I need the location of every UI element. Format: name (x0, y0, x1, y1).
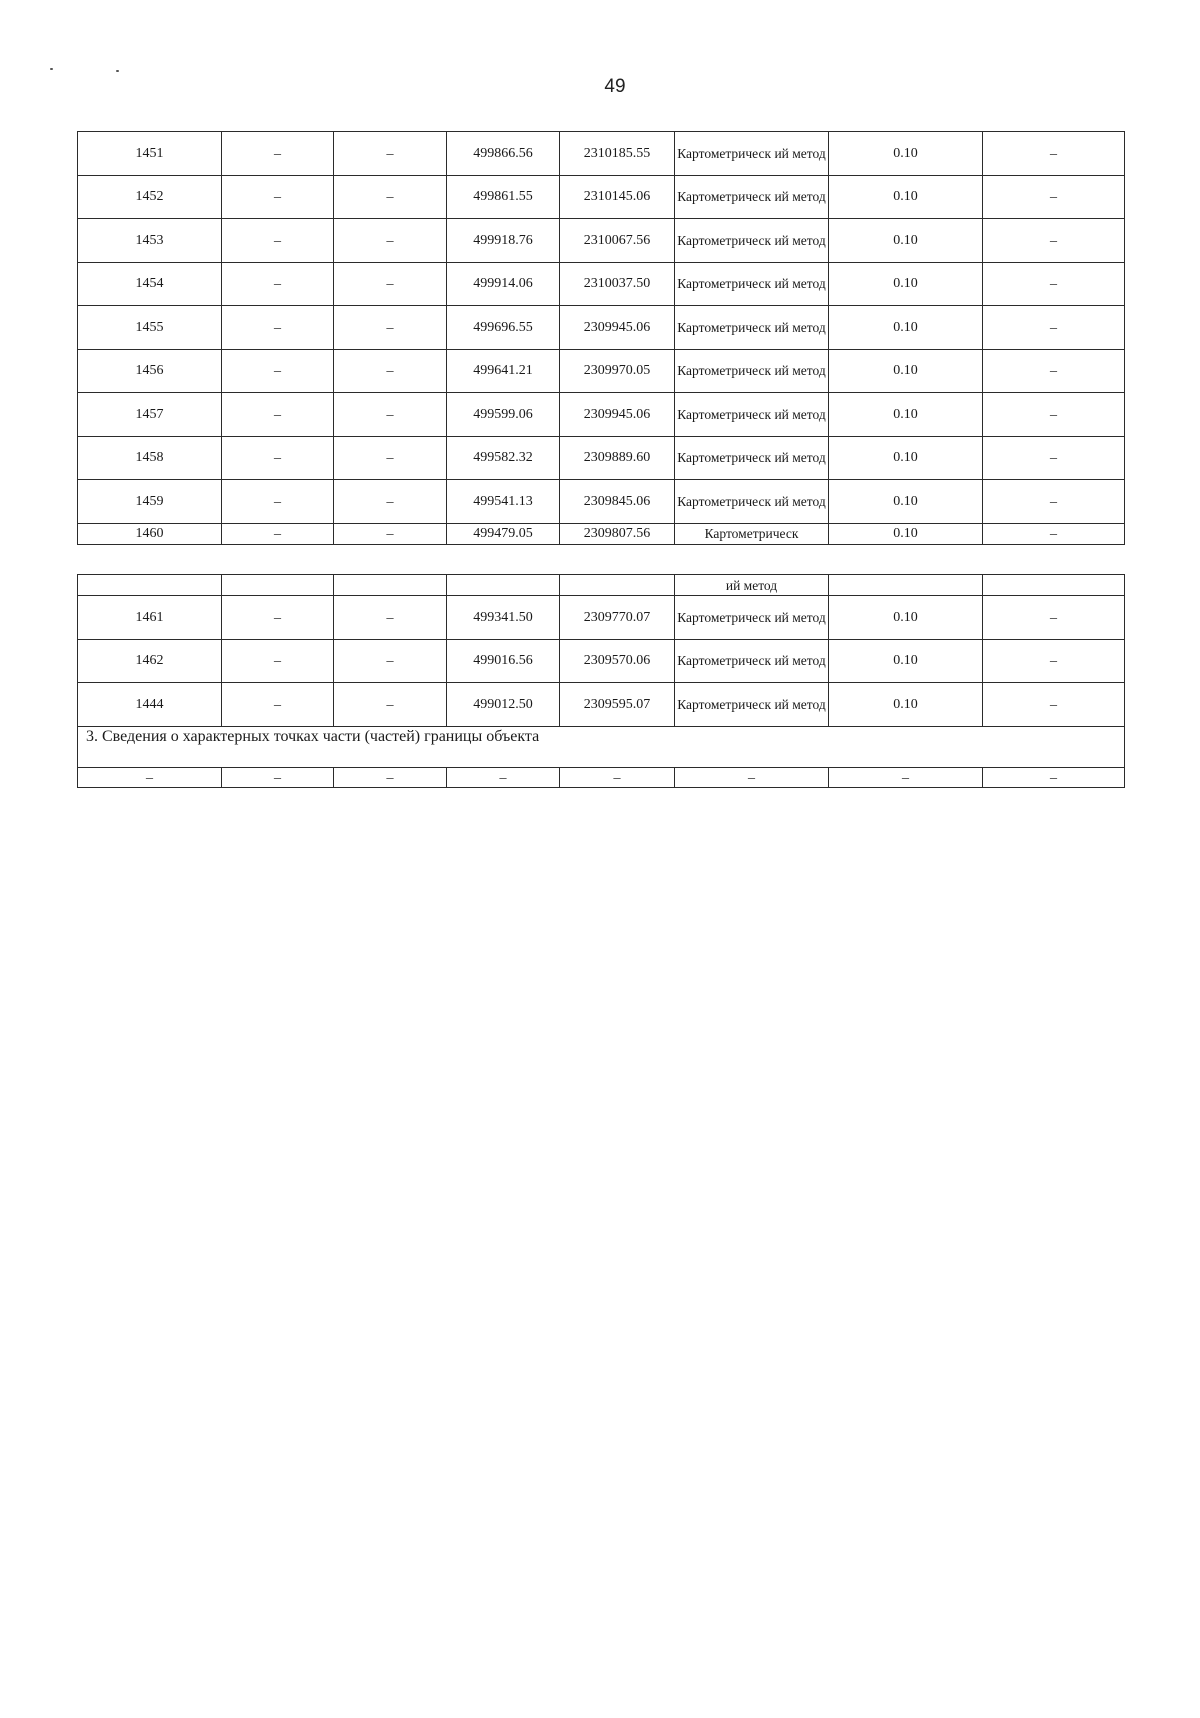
method-cell: Картометрическ ий метод (675, 349, 829, 393)
point-number-cell: 1451 (78, 132, 222, 176)
existing-x-cell: – (222, 436, 334, 480)
method-cell: Картометрическ ий метод (675, 262, 829, 306)
y-coordinate-cell: 2309770.07 (560, 596, 675, 640)
dash-cell: – (334, 767, 447, 787)
method-cell: Картометрическ ий метод (675, 639, 829, 683)
table-row (78, 436, 1125, 480)
accuracy-cell: 0.10 (829, 596, 983, 640)
description-cell: – (983, 306, 1125, 350)
accuracy-cell: 0.10 (829, 132, 983, 176)
dash-cell: – (560, 767, 675, 787)
method-cell: Картометрическ ий метод (675, 393, 829, 437)
empty-cell (983, 575, 1125, 596)
table-row (78, 349, 1125, 393)
x-coordinate-cell: 499914.06 (447, 262, 560, 306)
point-number-cell: 1455 (78, 306, 222, 350)
existing-y-cell: – (334, 349, 447, 393)
description-cell: – (983, 219, 1125, 263)
table-row (78, 393, 1125, 437)
empty-cell (560, 575, 675, 596)
table-row (78, 175, 1125, 219)
x-coordinate-cell: 499866.56 (447, 132, 560, 176)
existing-x-cell: – (222, 523, 334, 544)
x-coordinate-cell: 499599.06 (447, 393, 560, 437)
accuracy-cell: 0.10 (829, 436, 983, 480)
existing-y-cell: – (334, 132, 447, 176)
table-row (78, 219, 1125, 263)
x-coordinate-cell: 499012.50 (447, 683, 560, 727)
description-cell: – (983, 596, 1125, 640)
dash-cell: – (78, 767, 222, 787)
y-coordinate-cell: 2309970.05 (560, 349, 675, 393)
table-row (78, 480, 1125, 524)
method-continuation-cell: ий метод (675, 575, 829, 596)
empty-cell (447, 575, 560, 596)
y-coordinate-cell: 2309807.56 (560, 523, 675, 544)
table-row (78, 132, 1125, 176)
existing-x-cell: – (222, 175, 334, 219)
accuracy-cell: 0.10 (829, 219, 983, 263)
x-coordinate-cell: 499861.55 (447, 175, 560, 219)
existing-x-cell: – (222, 349, 334, 393)
point-number-cell: 1459 (78, 480, 222, 524)
description-cell: – (983, 393, 1125, 437)
section-title: 3. Сведения о характерных точках части (частей) границы объекта (78, 726, 1125, 767)
point-number-cell: 1462 (78, 639, 222, 683)
y-coordinate-cell: 2309945.06 (560, 306, 675, 350)
method-cell: Картометрическ ий метод (675, 683, 829, 727)
empty-cell (829, 575, 983, 596)
x-coordinate-cell: 499016.56 (447, 639, 560, 683)
x-coordinate-cell: 499479.05 (447, 523, 560, 544)
y-coordinate-cell: 2309845.06 (560, 480, 675, 524)
existing-x-cell: – (222, 596, 334, 640)
accuracy-cell: 0.10 (829, 683, 983, 727)
existing-x-cell: – (222, 219, 334, 263)
description-cell: – (983, 683, 1125, 727)
empty-cell (78, 575, 222, 596)
accuracy-cell: 0.10 (829, 262, 983, 306)
existing-y-cell: – (334, 639, 447, 683)
dash-cell: – (829, 767, 983, 787)
accuracy-cell: 0.10 (829, 175, 983, 219)
description-cell: – (983, 132, 1125, 176)
existing-y-cell: – (334, 480, 447, 524)
y-coordinate-cell: 2309570.06 (560, 639, 675, 683)
x-coordinate-cell: 499541.13 (447, 480, 560, 524)
boundary-points-table-top (77, 131, 1125, 545)
existing-y-cell: – (334, 175, 447, 219)
scan-speck (116, 70, 119, 72)
point-number-cell: 1453 (78, 219, 222, 263)
empty-cell (334, 575, 447, 596)
table-row (78, 262, 1125, 306)
existing-y-cell: – (334, 393, 447, 437)
table-row-continuation (78, 575, 1125, 596)
existing-y-cell: – (334, 436, 447, 480)
method-cell: Картометрическ ий метод (675, 219, 829, 263)
y-coordinate-cell: 2309595.07 (560, 683, 675, 727)
x-coordinate-cell: 499696.55 (447, 306, 560, 350)
description-cell: – (983, 480, 1125, 524)
existing-y-cell: – (334, 219, 447, 263)
scan-speck (50, 68, 53, 70)
existing-x-cell: – (222, 132, 334, 176)
x-coordinate-cell: 499582.32 (447, 436, 560, 480)
method-cell: Картометрическ ий метод (675, 596, 829, 640)
method-cell: Картометрическ ий метод (675, 436, 829, 480)
table-row (78, 596, 1125, 640)
y-coordinate-cell: 2310067.56 (560, 219, 675, 263)
point-number-cell: 1457 (78, 393, 222, 437)
point-number-cell: 1461 (78, 596, 222, 640)
boundary-points-table-bottom (77, 574, 1125, 788)
dash-cell: – (222, 767, 334, 787)
accuracy-cell: 0.10 (829, 639, 983, 683)
accuracy-cell: 0.10 (829, 306, 983, 350)
table-row-empty-dashes (78, 767, 1125, 787)
method-cell: Картометрическ (675, 523, 829, 544)
accuracy-cell: 0.10 (829, 349, 983, 393)
dash-cell: – (983, 767, 1125, 787)
point-number-cell: 1458 (78, 436, 222, 480)
table-row (78, 639, 1125, 683)
dash-cell: – (447, 767, 560, 787)
existing-x-cell: – (222, 683, 334, 727)
point-number-cell: 1454 (78, 262, 222, 306)
existing-x-cell: – (222, 639, 334, 683)
existing-y-cell: – (334, 306, 447, 350)
x-coordinate-cell: 499641.21 (447, 349, 560, 393)
accuracy-cell: 0.10 (829, 480, 983, 524)
y-coordinate-cell: 2310145.06 (560, 175, 675, 219)
table-row (78, 306, 1125, 350)
y-coordinate-cell: 2309945.06 (560, 393, 675, 437)
existing-x-cell: – (222, 262, 334, 306)
method-cell: Картометрическ ий метод (675, 480, 829, 524)
table-row (78, 683, 1125, 727)
existing-y-cell: – (334, 683, 447, 727)
section-row (78, 726, 1125, 767)
x-coordinate-cell: 499918.76 (447, 219, 560, 263)
method-cell: Картометрическ ий метод (675, 306, 829, 350)
method-cell: Картометрическ ий метод (675, 175, 829, 219)
x-coordinate-cell: 499341.50 (447, 596, 560, 640)
empty-cell (222, 575, 334, 596)
description-cell: – (983, 349, 1125, 393)
description-cell: – (983, 175, 1125, 219)
method-cell: Картометрическ ий метод (675, 132, 829, 176)
existing-y-cell: – (334, 596, 447, 640)
point-number-cell: 1444 (78, 683, 222, 727)
page-number: 49 (604, 76, 626, 97)
point-number-cell: 1460 (78, 523, 222, 544)
existing-x-cell: – (222, 393, 334, 437)
description-cell: – (983, 639, 1125, 683)
y-coordinate-cell: 2309889.60 (560, 436, 675, 480)
existing-y-cell: – (334, 523, 447, 544)
table-row (78, 523, 1125, 544)
existing-x-cell: – (222, 306, 334, 350)
point-number-cell: 1452 (78, 175, 222, 219)
description-cell: – (983, 523, 1125, 544)
point-number-cell: 1456 (78, 349, 222, 393)
y-coordinate-cell: 2310037.50 (560, 262, 675, 306)
description-cell: – (983, 436, 1125, 480)
accuracy-cell: 0.10 (829, 393, 983, 437)
y-coordinate-cell: 2310185.55 (560, 132, 675, 176)
existing-x-cell: – (222, 480, 334, 524)
existing-y-cell: – (334, 262, 447, 306)
accuracy-cell: 0.10 (829, 523, 983, 544)
dash-cell: – (675, 767, 829, 787)
description-cell: – (983, 262, 1125, 306)
